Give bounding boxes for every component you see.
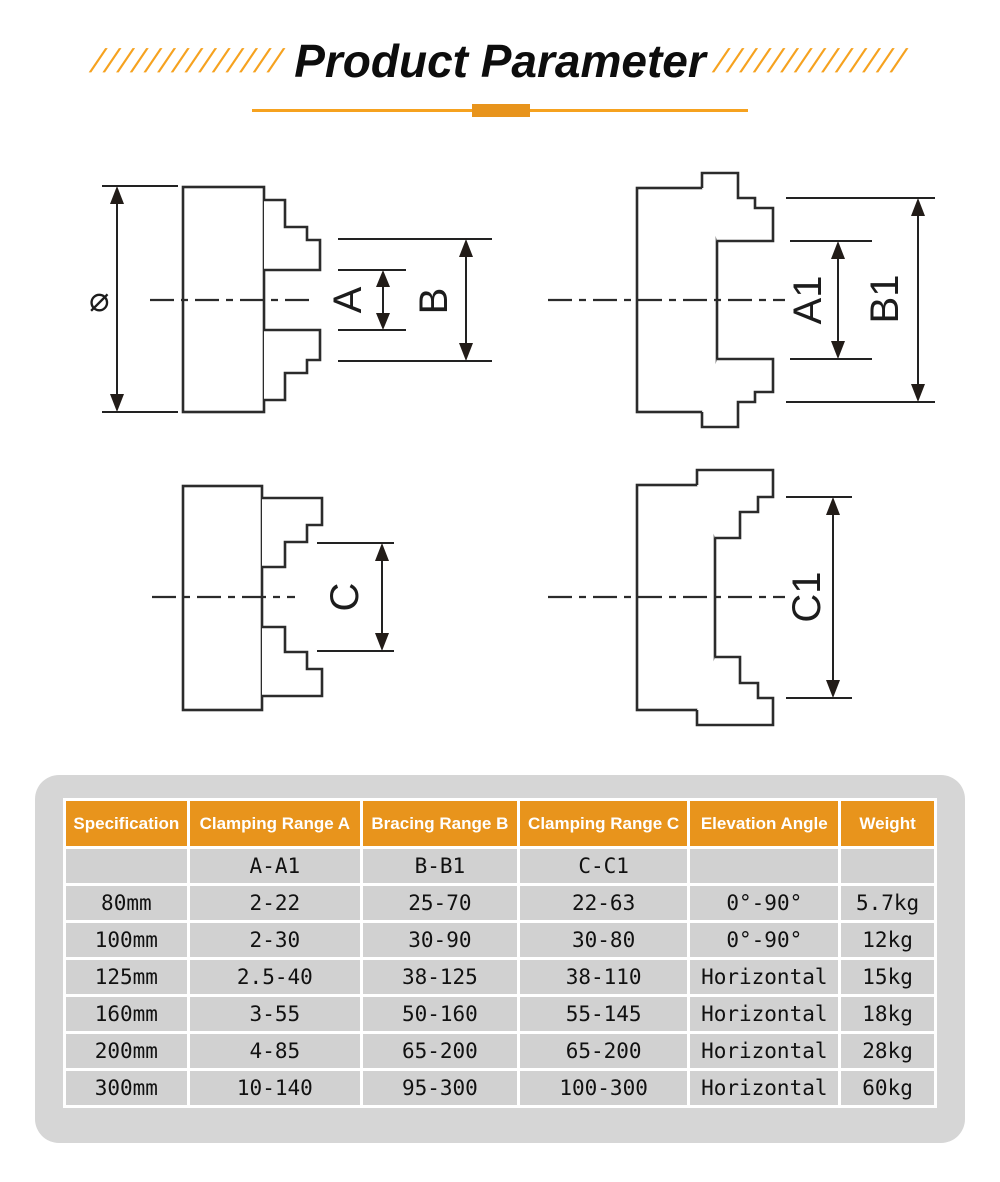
- table-row: [65, 885, 936, 922]
- title-divider: [0, 103, 1000, 119]
- table-cell: 50-160: [362, 996, 519, 1033]
- subheader-cell: [65, 848, 189, 885]
- table-body: [65, 848, 936, 1107]
- table-cell: 38-110: [518, 959, 689, 996]
- label-b1: B1: [863, 274, 907, 324]
- table-cell: Horizontal: [689, 959, 840, 996]
- table-cell: 22-63: [518, 885, 689, 922]
- table-cell: 55-145: [518, 996, 689, 1033]
- diagram-chuck-front-c: [95, 450, 405, 750]
- table-cell: 18kg: [840, 996, 936, 1033]
- spec-table-panel: [35, 775, 965, 1143]
- spec-table: [63, 798, 937, 1108]
- subheader-cell: B-B1: [362, 848, 519, 885]
- table-cell: 30-80: [518, 922, 689, 959]
- column-header: Specification: [65, 800, 189, 848]
- label-b: B: [412, 287, 456, 315]
- page-title: Product Parameter: [294, 35, 706, 87]
- table-cell: 200mm: [65, 1033, 189, 1070]
- label-c1: C1: [785, 571, 829, 623]
- table-subheader-row: [65, 848, 936, 885]
- divider-center-block: [472, 104, 530, 117]
- table-cell: 12kg: [840, 922, 936, 959]
- dimension-c1: [785, 497, 852, 698]
- table-row: [65, 922, 936, 959]
- table-cell: 2-30: [188, 922, 361, 959]
- table-cell: 100mm: [65, 922, 189, 959]
- column-header: Clamping Range A: [188, 800, 361, 848]
- label-a: A: [326, 286, 370, 314]
- column-header: Elevation Angle: [689, 800, 840, 848]
- chuck-jaw-top: [264, 200, 320, 270]
- table-row: [65, 959, 936, 996]
- table-cell: 2-22: [188, 885, 361, 922]
- label-a1: A1: [786, 275, 830, 325]
- column-header: Bracing Range B: [362, 800, 519, 848]
- decorative-slashes-right: //////////////: [711, 42, 912, 79]
- table-row: [65, 1070, 936, 1107]
- chuck-jaw-top: [262, 498, 322, 567]
- table-cell: 65-200: [518, 1033, 689, 1070]
- dimension-a: [326, 270, 406, 330]
- table-cell: 300mm: [65, 1070, 189, 1107]
- diagram-chuck-front-c1: [545, 440, 965, 740]
- dimension-c: [317, 543, 394, 651]
- table-cell: 25-70: [362, 885, 519, 922]
- table-cell: 28kg: [840, 1033, 936, 1070]
- subheader-cell: A-A1: [188, 848, 361, 885]
- table-row: [65, 996, 936, 1033]
- page-header: [0, 34, 1000, 88]
- table-cell: Horizontal: [689, 1033, 840, 1070]
- table-cell: 65-200: [362, 1033, 519, 1070]
- subheader-cell: [689, 848, 840, 885]
- column-header: Weight: [840, 800, 936, 848]
- table-header-row: [65, 800, 936, 848]
- table-cell: 0°-90°: [689, 922, 840, 959]
- table-cell: 30-90: [362, 922, 519, 959]
- table-cell: 80mm: [65, 885, 189, 922]
- table-cell: 100-300: [518, 1070, 689, 1107]
- column-header: Clamping Range C: [518, 800, 689, 848]
- decorative-slashes-left: //////////////: [89, 42, 289, 79]
- table-cell: 95-300: [362, 1070, 519, 1107]
- table-cell: 3-55: [188, 996, 361, 1033]
- table-cell: 2.5-40: [188, 959, 361, 996]
- chuck-jaw-bottom: [264, 330, 320, 400]
- diagram-chuck-front-a1b1: [545, 160, 945, 435]
- table-cell: Horizontal: [689, 1070, 840, 1107]
- table-cell: 0°-90°: [689, 885, 840, 922]
- subheader-cell: [840, 848, 936, 885]
- subheader-cell: C-C1: [518, 848, 689, 885]
- table-cell: 38-125: [362, 959, 519, 996]
- table-cell: 4-85: [188, 1033, 361, 1070]
- table-cell: 10-140: [188, 1070, 361, 1107]
- table-cell: 60kg: [840, 1070, 936, 1107]
- table-cell: 125mm: [65, 959, 189, 996]
- diagram-chuck-front-ab: [85, 160, 505, 430]
- table-cell: Horizontal: [689, 996, 840, 1033]
- table-cell: 15kg: [840, 959, 936, 996]
- label-c: C: [323, 582, 367, 612]
- label-diameter: ⌀: [89, 280, 110, 320]
- table-cell: 160mm: [65, 996, 189, 1033]
- dimension-a1: [786, 241, 872, 359]
- chuck-jaw-bottom: [262, 627, 322, 696]
- table-cell: 5.7kg: [840, 885, 936, 922]
- table-row: [65, 1033, 936, 1070]
